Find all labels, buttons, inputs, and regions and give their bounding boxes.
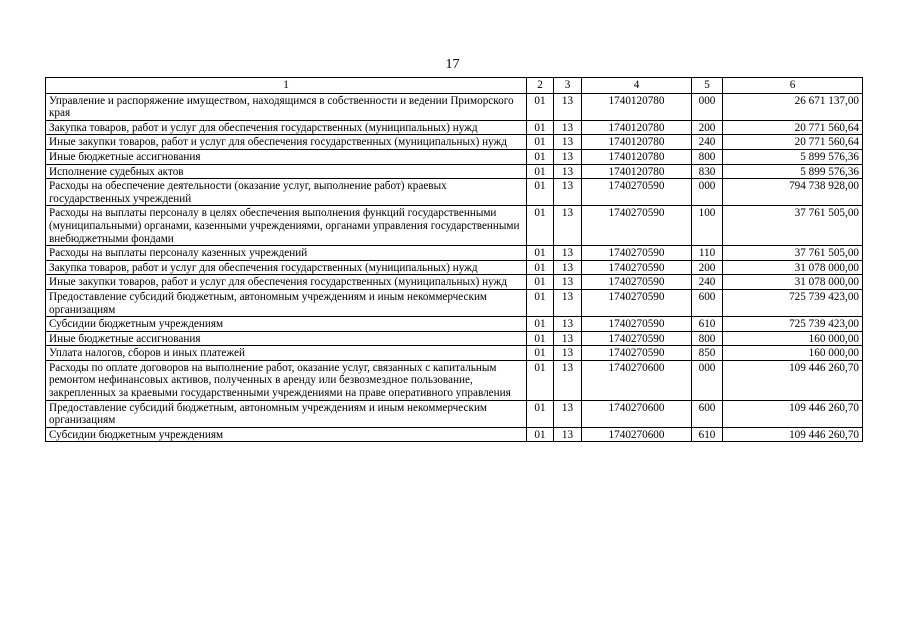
item-name-cell: Исполнение судебных актов [46,164,527,179]
amount-cell: 109 446 260,70 [723,427,863,442]
amount-cell: 31 078 000,00 [723,260,863,275]
item-name-cell: Расходы по оплате договоров на выполнение работ, оказание услуг, связанных с капитальным ремонтом нефинансовых активов, полученных в аренду или безвозмездное пользование, закрепленных за краевыми государственными учреждениями на праве оперативного управления [46,360,527,400]
section-code-cell: 01 [527,246,554,261]
amount-cell: 20 771 560,64 [723,135,863,150]
column-header: 5 [692,78,723,94]
expense-type-cell: 610 [692,317,723,332]
item-name-cell: Иные закупки товаров, работ и услуг для обеспечения государственных (муниципальных) нужд [46,135,527,150]
subsection-code-cell: 13 [554,135,582,150]
subsection-code-cell: 13 [554,246,582,261]
target-article-cell: 1740270590 [582,317,692,332]
item-name-cell: Управление и распоряжение имуществом, находящимся в собственности и ведении Приморского края [46,93,527,120]
subsection-code-cell: 13 [554,400,582,427]
table-row [46,260,863,275]
target-article-cell: 1740270590 [582,206,692,246]
expense-type-cell: 600 [692,289,723,316]
subsection-code-cell: 13 [554,289,582,316]
amount-cell: 20 771 560,64 [723,120,863,135]
amount-cell: 160 000,00 [723,331,863,346]
item-name-cell: Предоставление субсидий бюджетным, автономным учреждениям и иным некоммерческим организациям [46,400,527,427]
subsection-code-cell: 13 [554,206,582,246]
target-article-cell: 1740270590 [582,331,692,346]
subsection-code-cell: 13 [554,93,582,120]
table-row [46,289,863,316]
expense-type-cell: 800 [692,149,723,164]
expense-type-cell: 610 [692,427,723,442]
column-header: 2 [527,78,554,94]
subsection-code-cell: 13 [554,179,582,206]
item-name-cell: Субсидии бюджетным учреждениям [46,427,527,442]
amount-cell: 109 446 260,70 [723,360,863,400]
table-row [46,206,863,246]
section-code-cell: 01 [527,346,554,361]
section-code-cell: 01 [527,400,554,427]
amount-cell: 37 761 505,00 [723,246,863,261]
table-row [46,275,863,290]
section-code-cell: 01 [527,289,554,316]
amount-cell: 794 738 928,00 [723,179,863,206]
table-row [46,427,863,442]
table-row [46,346,863,361]
column-header: 3 [554,78,582,94]
expense-type-cell: 110 [692,246,723,261]
subsection-code-cell: 13 [554,260,582,275]
expense-type-cell: 600 [692,400,723,427]
amount-cell: 109 446 260,70 [723,400,863,427]
item-name-cell: Закупка товаров, работ и услуг для обеспечения государственных (муниципальных) нужд [46,260,527,275]
section-code-cell: 01 [527,317,554,332]
column-header: 4 [582,78,692,94]
expense-type-cell: 000 [692,93,723,120]
column-header: 1 [46,78,527,94]
amount-cell: 160 000,00 [723,346,863,361]
expense-type-cell: 830 [692,164,723,179]
target-article-cell: 1740120780 [582,149,692,164]
section-code-cell: 01 [527,427,554,442]
target-article-cell: 1740270590 [582,275,692,290]
expense-type-cell: 000 [692,360,723,400]
item-name-cell: Иные закупки товаров, работ и услуг для обеспечения государственных (муниципальных) нужд [46,275,527,290]
table-row [46,135,863,150]
subsection-code-cell: 13 [554,120,582,135]
item-name-cell: Иные бюджетные ассигнования [46,331,527,346]
item-name-cell: Предоставление субсидий бюджетным, автономным учреждениям и иным некоммерческим организациям [46,289,527,316]
expense-type-cell: 800 [692,331,723,346]
item-name-cell: Расходы на выплаты персоналу казенных учреждений [46,246,527,261]
table-row [46,179,863,206]
amount-cell: 37 761 505,00 [723,206,863,246]
subsection-code-cell: 13 [554,331,582,346]
section-code-cell: 01 [527,135,554,150]
item-name-cell: Уплата налогов, сборов и иных платежей [46,346,527,361]
amount-cell: 5 899 576,36 [723,149,863,164]
expense-type-cell: 000 [692,179,723,206]
target-article-cell: 1740270600 [582,360,692,400]
section-code-cell: 01 [527,206,554,246]
subsection-code-cell: 13 [554,346,582,361]
table-row [46,93,863,120]
subsection-code-cell: 13 [554,427,582,442]
item-name-cell: Иные бюджетные ассигнования [46,149,527,164]
table-row [46,317,863,332]
target-article-cell: 1740270590 [582,179,692,206]
section-code-cell: 01 [527,260,554,275]
subsection-code-cell: 13 [554,164,582,179]
section-code-cell: 01 [527,275,554,290]
target-article-cell: 1740270590 [582,260,692,275]
table-row [46,331,863,346]
target-article-cell: 1740120780 [582,93,692,120]
table-row [46,149,863,164]
target-article-cell: 1740270590 [582,289,692,316]
amount-cell: 725 739 423,00 [723,317,863,332]
subsection-code-cell: 13 [554,317,582,332]
table-row [46,164,863,179]
amount-cell: 725 739 423,00 [723,289,863,316]
column-header: 6 [723,78,863,94]
expense-type-cell: 240 [692,275,723,290]
table-row [46,360,863,400]
expense-type-cell: 200 [692,260,723,275]
item-name-cell: Расходы на выплаты персоналу в целях обеспечения выполнения функций государственными (муниципальными) органами, казенными учреждениями, органами управления государственными внебюджетными фондами [46,206,527,246]
target-article-cell: 1740120780 [582,120,692,135]
target-article-cell: 1740120780 [582,135,692,150]
expense-type-cell: 850 [692,346,723,361]
expense-type-cell: 100 [692,206,723,246]
section-code-cell: 01 [527,149,554,164]
target-article-cell: 1740270590 [582,246,692,261]
section-code-cell: 01 [527,164,554,179]
header-row [46,78,863,94]
item-name-cell: Субсидии бюджетным учреждениям [46,317,527,332]
amount-cell: 26 671 137,00 [723,93,863,120]
section-code-cell: 01 [527,120,554,135]
section-code-cell: 01 [527,179,554,206]
subsection-code-cell: 13 [554,360,582,400]
amount-cell: 31 078 000,00 [723,275,863,290]
page-number: 17 [445,57,460,72]
item-name-cell: Расходы на обеспечение деятельности (оказание услуг, выполнение работ) краевых государственных учреждений [46,179,527,206]
target-article-cell: 1740270600 [582,427,692,442]
budget-table [45,77,863,442]
subsection-code-cell: 13 [554,275,582,290]
target-article-cell: 1740270600 [582,400,692,427]
expense-type-cell: 200 [692,120,723,135]
table-row [46,120,863,135]
section-code-cell: 01 [527,360,554,400]
item-name-cell: Закупка товаров, работ и услуг для обеспечения государственных (муниципальных) нужд [46,120,527,135]
section-code-cell: 01 [527,331,554,346]
table-body [46,93,863,442]
table-row [46,246,863,261]
target-article-cell: 1740270590 [582,346,692,361]
table-row [46,400,863,427]
amount-cell: 5 899 576,36 [723,164,863,179]
target-article-cell: 1740120780 [582,164,692,179]
subsection-code-cell: 13 [554,149,582,164]
section-code-cell: 01 [527,93,554,120]
expense-type-cell: 240 [692,135,723,150]
